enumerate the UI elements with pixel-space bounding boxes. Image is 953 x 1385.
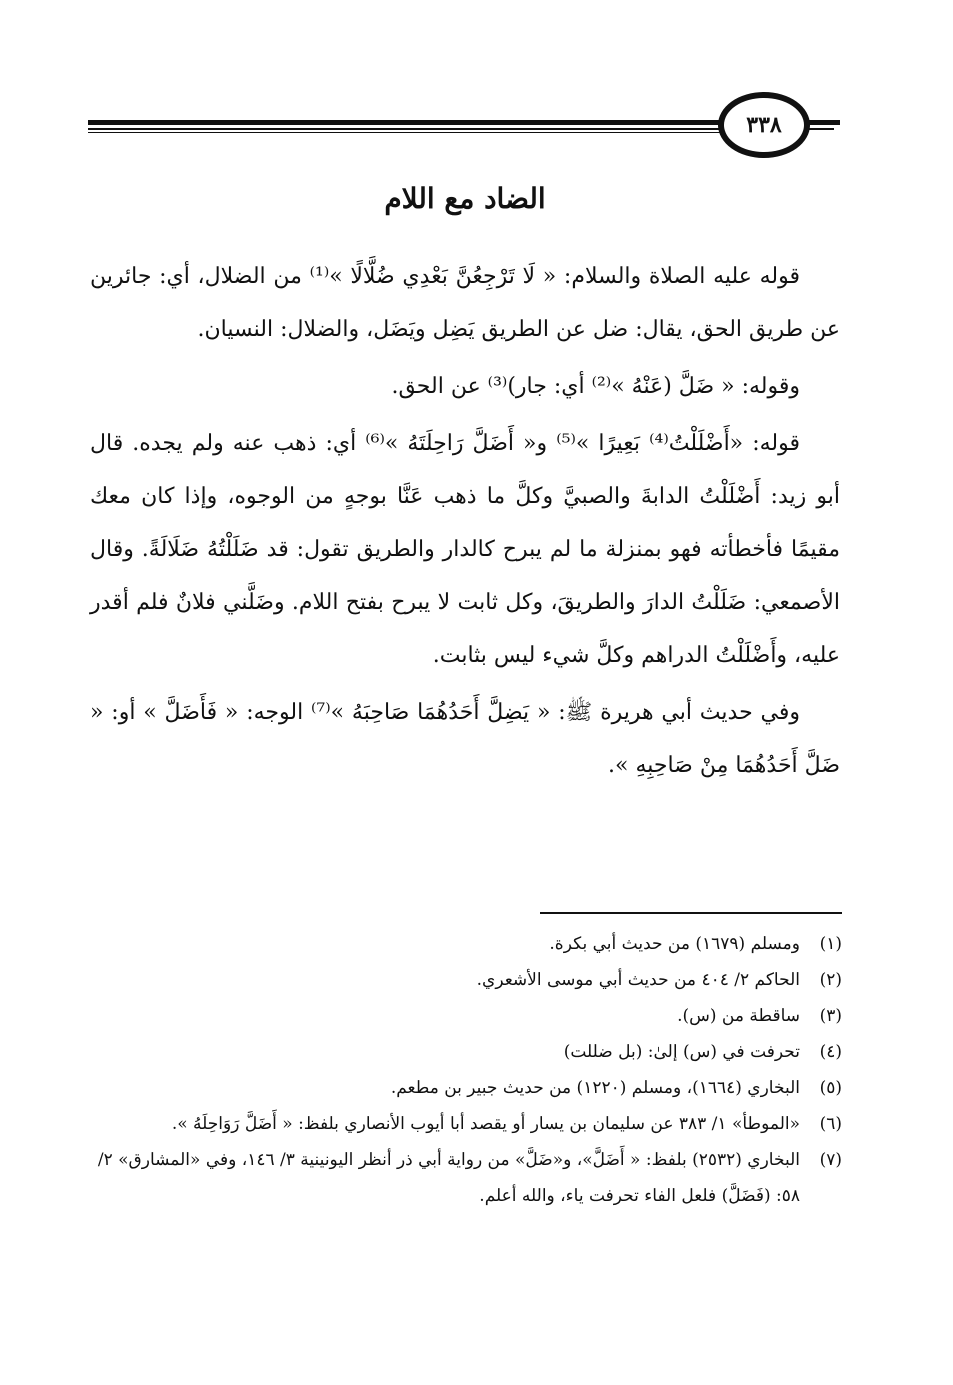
page-header [88,92,840,162]
header-rule [88,132,720,133]
header-rule [88,120,720,125]
footnote [90,1070,842,1106]
page-number: ٣٣٨ [718,92,810,158]
footnote-text: البخاري (١٦٦٤)، ومسلم (١٢٢٠) من حديث جبير بن مطعم. [390,1078,800,1098]
footnote [90,1106,842,1142]
footnote-number: (٢) [819,970,842,990]
footnote-text: «الموطأ» ١/ ٣٨٣ عن سليمان بن يسار أو يقصد أبا أيوب الأنصاري بلفظ: « أَضَلَّ رَوَاحِلَهُ ». [171,1114,800,1134]
footnote [90,1142,842,1214]
paragraph: قوله عليه الصلاة والسلام: « لَا تَرْجِعُنَّ بَعْدِي ضُلَّالًا »⁽¹⁾ من الضلال، أي: جائرين عن طريق الحق، يقال: ضل عن الطريق يَضِل ويَضَل، والضلال: النسيان. [90,264,840,342]
footnote [90,1034,842,1070]
footnote-number: (٦) [819,1114,842,1134]
header-rule [88,128,720,130]
footnote-text: ومسلم (١٦٧٩) من حديث أبي بكرة. [549,934,800,954]
footnote-number: (٥) [819,1078,842,1098]
footnote-number: (٣) [819,1006,842,1026]
footnote-text: تحرفت في (س) إلىٰ: (بل ضللت) [563,1042,800,1062]
section-title: الضاد مع اللام [384,182,546,215]
footnote [90,926,842,962]
footnote-separator [540,912,842,914]
footnote [90,962,842,998]
footnote-text: البخاري (٢٥٣٢) بلفظ: « أَضَلَّ»، و«ضَلَّ» من رواية أبي ذر أنظر اليونينية ٣/ ١٤٦، وفي «المشارق» ٢/ ٥٨: (فَضَلَّ) فلعل الفاء تحرفت ياء، والله أعلم. [97,1150,800,1206]
footnote-number: (٧) [819,1150,842,1170]
footnote-number: (١) [819,934,842,954]
footnote-text: ساقطة من (س). [677,1006,800,1026]
paragraph: وفي حديث أبي هريرة ﷺ: « يَضِلَّ أَحَدُهُمَا صَاحِبَهُ »⁽⁷⁾ الوجه: « فَأَضَلَّ » أو: « ضَلَّ أَحَدُهُمَا مِنْ صَاحِبِهِ ». [90,700,840,778]
footnote-text: الحاكم ٢/ ٤٠٤ من حديث أبي موسى الأشعري. [476,970,800,990]
footnotes [90,926,842,1214]
footnote-number: (٤) [819,1042,842,1062]
paragraph: قوله: «أَضْلَلْتُ⁽⁴⁾ بَعِيرًا »⁽⁵⁾ و« أَضَلَّ رَاحِلَتَهُ »⁽⁶⁾ أي: ذهب عنه ولم يجده. قال أبو زيد: أَضْلَلْتُ الدابةَ والصبيَّ وكلَّ ما ذهب عَنَّا بوجهٍ من الوجوه، وإذا كان معك مقيمًا فأخطأته فهو بمنزلة ما لم يبرح كالدار والطريق تقول: قد ضَلَلْتُهُ ضَلَالَةً. وقال الأصمعي: ضَلَلْتُ الدارَ والطريقَ، وكل ثابت لا يبرح بفتح اللام. وضَلَّني فلانٌ فلم أقدر عليه، وأَضْلَلْتُ الدراهم وكلَّ شيء ليس بثابت. [90,431,840,668]
paragraph: وقوله: « ضَلَّ (عَنْهُ »⁽²⁾ أي: جار)⁽³⁾ عن الحق. [391,374,800,399]
main-text [90,250,840,796]
footnote [90,998,842,1034]
